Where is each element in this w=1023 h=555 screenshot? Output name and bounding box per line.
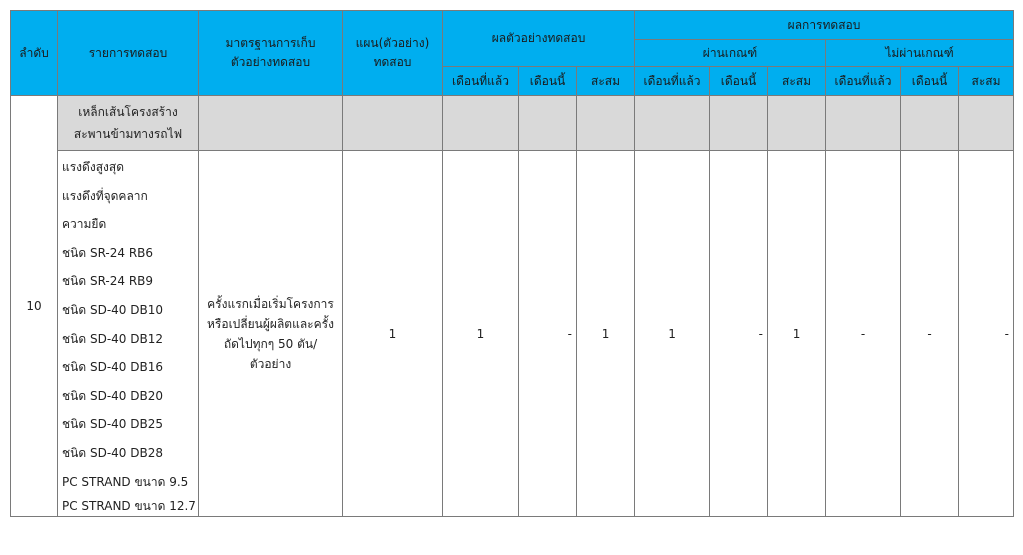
- plan-cell: 1: [343, 151, 443, 517]
- header-pass-last-month: เดือนที่แล้ว: [635, 67, 710, 96]
- test-item: ชนิด SD-40 DB16: [62, 360, 163, 375]
- header-samples-this-month: เดือนนี้: [519, 67, 577, 96]
- test-items-cell: [58, 151, 199, 517]
- group-row: [11, 96, 1014, 151]
- group-empty-cell: [519, 96, 577, 151]
- samples-cumulative-cell: 1: [577, 151, 635, 517]
- group-title-line2: สะพานข้ามทางรถไฟ: [73, 127, 183, 141]
- header-order: ลำดับ: [11, 11, 58, 96]
- test-item: ความยืด: [62, 217, 107, 232]
- pass-cumulative-cell: 1: [768, 151, 826, 517]
- pass-this-month-cell: -: [710, 151, 768, 517]
- header-fail-cumulative: สะสม: [959, 67, 1014, 96]
- group-title-line1: เหล็กเส้นโครงสร้าง: [78, 105, 178, 119]
- header-samples-last-month: เดือนที่แล้ว: [443, 67, 519, 96]
- test-item: PC STRAND ขนาด 12.7: [62, 499, 196, 514]
- header-samples-cumulative: สะสม: [577, 67, 635, 96]
- group-empty-cell: [443, 96, 519, 151]
- header-sampling-standard-line2: ตัวอย่างทดสอบ: [230, 55, 311, 69]
- test-item: ชนิด SR-24 RB9: [62, 274, 154, 289]
- group-empty-cell: [199, 96, 343, 151]
- group-empty-cell: [635, 96, 710, 151]
- table-row: [11, 151, 1014, 517]
- test-item: แรงดึงที่จุดคลาก: [62, 188, 148, 203]
- test-item: แรงดึงสูงสุด: [62, 160, 124, 174]
- sampling-standard-cell: ครั้งแรกเมื่อเริ่มโครงการหรือเปลี่ยนผู้ผลิตและครั้งถัดไปทุกๆ 50 ตัน/ตัวอย่าง: [199, 151, 343, 517]
- header-sample-results: ผลตัวอย่างทดสอบ: [443, 11, 635, 67]
- test-item: ชนิด SD-40 DB10: [62, 302, 163, 317]
- fail-last-month-cell: -: [826, 151, 901, 517]
- samples-this-month-cell: -: [519, 151, 577, 517]
- fail-this-month-cell: -: [901, 151, 959, 517]
- group-empty-cell: [710, 96, 768, 151]
- header-plan-line1: แผน(ตัวอย่าง): [355, 36, 430, 50]
- header-pass: ผ่านเกณฑ์: [635, 40, 826, 67]
- group-empty-cell: [577, 96, 635, 151]
- header-sampling-standard: [199, 11, 343, 96]
- test-item: ชนิด SD-40 DB28: [62, 445, 163, 460]
- header-fail-this-month: เดือนนี้: [901, 67, 959, 96]
- test-item: ชนิด SR-24 RB6: [62, 245, 154, 260]
- header-fail: ไม่ผ่านเกณฑ์: [826, 40, 1014, 67]
- header-test-results: ผลการทดสอบ: [635, 11, 1014, 40]
- test-item: PC STRAND ขนาด 9.5: [62, 474, 189, 489]
- group-empty-cell: [901, 96, 959, 151]
- header-pass-cumulative: สะสม: [768, 67, 826, 96]
- test-results-table: [10, 10, 1014, 517]
- group-empty-cell: [959, 96, 1014, 151]
- pass-last-month-cell: 1: [635, 151, 710, 517]
- row-order: 10: [11, 96, 58, 517]
- header-plan: [343, 11, 443, 96]
- group-empty-cell: [826, 96, 901, 151]
- test-item: ชนิด SD-40 DB20: [62, 388, 163, 403]
- group-title: [58, 96, 199, 151]
- fail-cumulative-cell: -: [959, 151, 1014, 517]
- header-test-item: รายการทดสอบ: [58, 11, 199, 96]
- test-item: ชนิด SD-40 DB25: [62, 417, 163, 432]
- group-empty-cell: [343, 96, 443, 151]
- header-pass-this-month: เดือนนี้: [710, 67, 768, 96]
- header-sampling-standard-line1: มาตรฐานการเก็บ: [225, 36, 316, 50]
- group-empty-cell: [768, 96, 826, 151]
- test-item: ชนิด SD-40 DB12: [62, 331, 163, 346]
- header-fail-last-month: เดือนที่แล้ว: [826, 67, 901, 96]
- samples-last-month-cell: 1: [443, 151, 519, 517]
- header-plan-line2: ทดสอบ: [373, 55, 412, 69]
- results-table-container: [10, 10, 1014, 517]
